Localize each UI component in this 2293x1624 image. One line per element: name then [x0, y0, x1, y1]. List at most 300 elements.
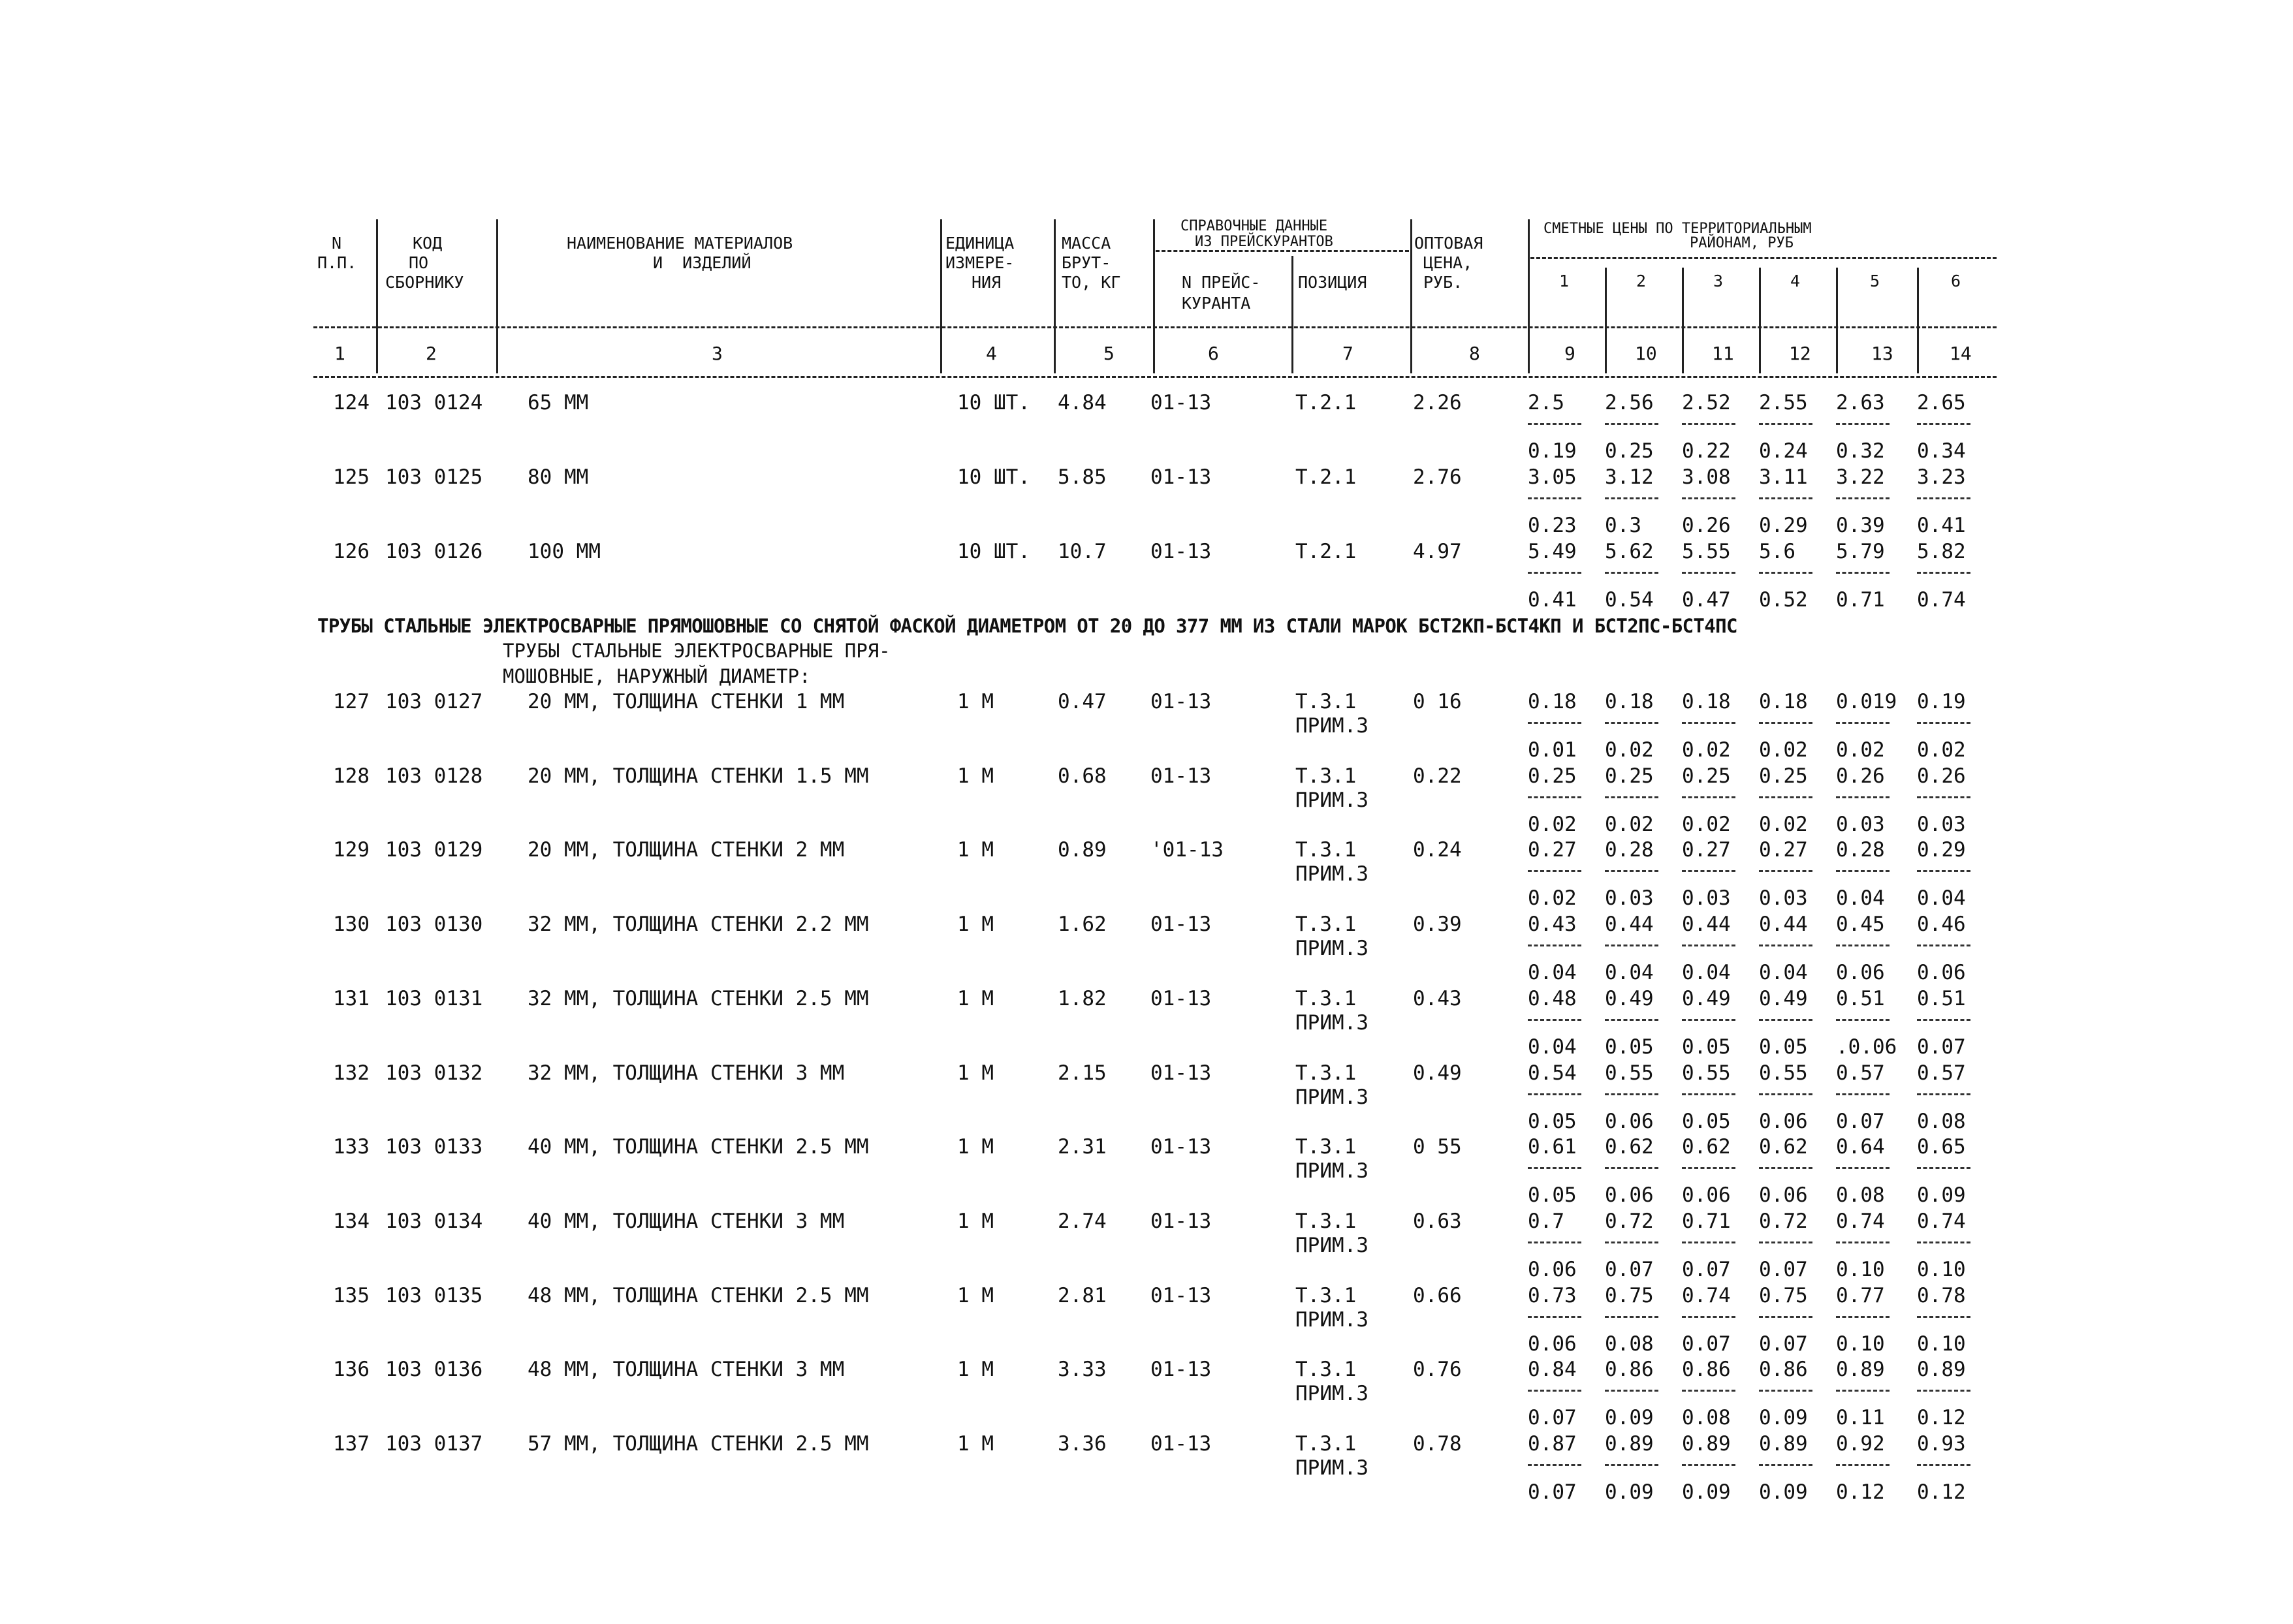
- row-price-list: 01-13: [1150, 1284, 1212, 1307]
- fraction-rule: [1836, 572, 1890, 574]
- row-price-list: 01-13: [1150, 764, 1212, 788]
- row-mass: 0.47: [1058, 690, 1107, 713]
- fraction-rule: [1528, 945, 1581, 946]
- colnum-8: 8: [1469, 343, 1480, 364]
- row-unit: 10 ШТ.: [957, 540, 1030, 563]
- region-transport-5: 0.08: [1836, 1183, 1885, 1207]
- fraction-rule: [1605, 497, 1658, 499]
- header-region-col2: 2: [1636, 272, 1647, 290]
- header-col2-line3: СБОРНИКУ: [385, 273, 464, 292]
- fraction-rule: [1759, 945, 1812, 946]
- region-transport-1: 0.02: [1528, 813, 1577, 836]
- region-transport-1: 0.05: [1528, 1183, 1577, 1207]
- region-price-3: 0.55: [1682, 1061, 1731, 1085]
- row-name: 40 ММ, ТОЛЩИНА СТЕНКИ 3 ММ: [528, 1210, 845, 1233]
- fraction-rule: [1759, 870, 1812, 872]
- region-price-4: 5.6: [1759, 540, 1795, 563]
- region-transport-5: 0.02: [1836, 738, 1885, 762]
- fraction-rule: [1605, 1167, 1658, 1169]
- region-transport-1: 0.04: [1528, 1035, 1577, 1059]
- region-price-3: 0.25: [1682, 764, 1731, 788]
- header-rule-mid: [313, 326, 1997, 328]
- row-wholesale: 2.26: [1413, 391, 1462, 414]
- row-number: 137: [333, 1432, 370, 1456]
- row-position: Т.3.1: [1295, 1432, 1357, 1456]
- region-transport-5: 0.10: [1836, 1332, 1885, 1356]
- region-transport-3: 0.09: [1682, 1480, 1731, 1504]
- region-price-5: 0.64: [1836, 1135, 1885, 1159]
- region-transport-5: 0.10: [1836, 1258, 1885, 1281]
- row-mass: 1.82: [1058, 987, 1107, 1010]
- region-transport-4: 0.05: [1759, 1035, 1808, 1059]
- region-transport-6: 0.06: [1917, 961, 1966, 984]
- row-position: Т.3.1: [1295, 690, 1357, 713]
- fraction-rule: [1682, 1093, 1735, 1095]
- colnum-2: 2: [426, 343, 437, 364]
- row-mass: 2.31: [1058, 1135, 1107, 1159]
- row-price-list: 01-13: [1150, 391, 1212, 414]
- region-transport-3: 0.05: [1682, 1035, 1731, 1059]
- fraction-rule: [1917, 1167, 1970, 1169]
- row-unit: 10 ШТ.: [957, 465, 1030, 489]
- region-transport-6: 0.41: [1917, 514, 1966, 537]
- row-unit: 1 М: [957, 1135, 994, 1159]
- header-sep-4: [1054, 219, 1056, 373]
- row-number: 124: [333, 391, 370, 414]
- region-transport-4: 0.07: [1759, 1258, 1808, 1281]
- region-price-4: 0.86: [1759, 1358, 1808, 1381]
- row-position: Т.3.1: [1295, 1284, 1357, 1307]
- region-transport-6: 0.09: [1917, 1183, 1966, 1207]
- section-title: ТРУБЫ СТАЛЬНЫЕ ЭЛЕКТРОСВАРНЫЕ ПРЯМОШОВНЫЕ СО СНЯТОЙ ФАСКОЙ ДИАМЕТРОМ ОТ 20 ДО 377 ММ ИЗ СТАЛИ МАРОК БСТ2КП-БСТ4КП И БСТ2ПС-БСТ4ПС: [317, 615, 1737, 637]
- region-transport-6: 0.74: [1917, 588, 1966, 612]
- row-name: 32 ММ, ТОЛЩИНА СТЕНКИ 3 ММ: [528, 1061, 845, 1085]
- header-region-group-line2: РАЙОНАМ, РУБ: [1690, 235, 1794, 251]
- region-transport-2: 0.05: [1605, 1035, 1654, 1059]
- fraction-rule: [1528, 1093, 1581, 1095]
- fraction-rule: [1917, 423, 1970, 425]
- region-price-1: 0.43: [1528, 913, 1577, 936]
- fraction-rule: [1836, 1167, 1890, 1169]
- region-transport-1: 0.07: [1528, 1480, 1577, 1504]
- colnum-13: 13: [1871, 343, 1893, 364]
- region-transport-2: 0.08: [1605, 1332, 1654, 1356]
- colnum-9: 9: [1564, 343, 1575, 364]
- row-name: 40 ММ, ТОЛЩИНА СТЕНКИ 2.5 ММ: [528, 1135, 869, 1159]
- region-price-1: 0.73: [1528, 1284, 1577, 1307]
- fraction-rule: [1605, 1390, 1658, 1392]
- region-transport-1: 0.05: [1528, 1110, 1577, 1133]
- region-price-2: 0.55: [1605, 1061, 1654, 1085]
- region-transport-4: 0.09: [1759, 1406, 1808, 1429]
- colnum-7: 7: [1342, 343, 1353, 364]
- region-price-5: 2.63: [1836, 391, 1885, 414]
- header-col8-line3: РУБ.: [1423, 273, 1463, 292]
- fraction-rule: [1836, 1241, 1890, 1243]
- row-name: 48 ММ, ТОЛЩИНА СТЕНКИ 3 ММ: [528, 1358, 845, 1381]
- region-price-6: 2.65: [1917, 391, 1966, 414]
- region-price-4: 0.62: [1759, 1135, 1808, 1159]
- region-transport-4: 0.24: [1759, 439, 1808, 463]
- header-region-col3: 3: [1713, 272, 1724, 290]
- region-price-6: 0.89: [1917, 1358, 1966, 1381]
- fraction-rule: [1917, 1316, 1970, 1318]
- fraction-rule: [1528, 1464, 1581, 1466]
- region-price-2: 0.25: [1605, 764, 1654, 788]
- fraction-rule: [1682, 423, 1735, 425]
- region-transport-1: 0.06: [1528, 1258, 1577, 1281]
- fraction-rule: [1759, 1019, 1812, 1021]
- row-number: 132: [333, 1061, 370, 1085]
- region-transport-5: 0.71: [1836, 588, 1885, 612]
- region-price-4: 0.75: [1759, 1284, 1808, 1307]
- region-price-3: 0.62: [1682, 1135, 1731, 1159]
- fraction-rule: [1759, 1241, 1812, 1243]
- region-price-1: 3.05: [1528, 465, 1577, 489]
- region-price-3: 0.89: [1682, 1432, 1731, 1456]
- region-price-2: 0.86: [1605, 1358, 1654, 1381]
- region-transport-4: 0.29: [1759, 514, 1808, 537]
- colnum-14: 14: [1950, 343, 1972, 364]
- row-mass: 10.7: [1058, 540, 1107, 563]
- colnum-11: 11: [1712, 343, 1734, 364]
- region-price-5: 0.019: [1836, 690, 1897, 713]
- row-position-note: ПРИМ.3: [1295, 1308, 1368, 1332]
- region-price-1: 2.5: [1528, 391, 1564, 414]
- colnum-6: 6: [1208, 343, 1219, 364]
- fraction-rule: [1682, 1316, 1735, 1318]
- region-transport-2: 0.09: [1605, 1480, 1654, 1504]
- header-rule-top-ref: [1156, 250, 1409, 252]
- region-price-1: 0.48: [1528, 987, 1577, 1010]
- row-code: 103 0134: [385, 1210, 483, 1233]
- fraction-rule: [1605, 870, 1658, 872]
- region-transport-6: 0.34: [1917, 439, 1966, 463]
- header-sep-9: [1605, 268, 1607, 373]
- subsection-title-line1: ТРУБЫ СТАЛЬНЫЕ ЭЛЕКТРОСВАРНЫЕ ПРЯ-: [503, 640, 891, 662]
- region-transport-6: 0.08: [1917, 1110, 1966, 1133]
- fraction-rule: [1605, 1316, 1658, 1318]
- row-unit: 1 М: [957, 987, 994, 1010]
- fraction-rule: [1836, 1464, 1890, 1466]
- fraction-rule: [1836, 423, 1890, 425]
- fraction-rule: [1682, 870, 1735, 872]
- region-price-1: 0.7: [1528, 1210, 1564, 1233]
- fraction-rule: [1528, 1241, 1581, 1243]
- region-price-4: 3.11: [1759, 465, 1808, 489]
- region-transport-1: 0.19: [1528, 439, 1577, 463]
- row-name: 20 ММ, ТОЛЩИНА СТЕНКИ 1 ММ: [528, 690, 845, 713]
- row-code: 103 0132: [385, 1061, 483, 1085]
- colnum-10: 10: [1635, 343, 1657, 364]
- row-name: 57 ММ, ТОЛЩИНА СТЕНКИ 2.5 ММ: [528, 1432, 869, 1456]
- row-mass: 0.68: [1058, 764, 1107, 788]
- row-position: Т.3.1: [1295, 1061, 1357, 1085]
- header-col6-line1: N ПРЕЙС-: [1182, 273, 1261, 292]
- fraction-rule: [1528, 722, 1581, 724]
- row-name: 32 ММ, ТОЛЩИНА СТЕНКИ 2.2 ММ: [528, 913, 869, 936]
- header-col5-line3: ТО, КГ: [1062, 273, 1121, 292]
- region-transport-4: 0.03: [1759, 886, 1808, 910]
- region-transport-3: 0.02: [1682, 813, 1731, 836]
- region-price-6: 0.26: [1917, 764, 1966, 788]
- region-transport-1: 0.01: [1528, 738, 1577, 762]
- region-price-6: 3.23: [1917, 465, 1966, 489]
- fraction-rule: [1917, 1390, 1970, 1392]
- header-sep-13: [1917, 268, 1919, 373]
- fraction-rule: [1836, 870, 1890, 872]
- row-mass: 2.15: [1058, 1061, 1107, 1085]
- region-price-6: 0.93: [1917, 1432, 1966, 1456]
- row-position: Т.3.1: [1295, 1358, 1357, 1381]
- fraction-rule: [1682, 796, 1735, 798]
- fraction-rule: [1917, 1241, 1970, 1243]
- row-mass: 0.89: [1058, 838, 1107, 862]
- fraction-rule: [1917, 1464, 1970, 1466]
- region-price-4: 0.55: [1759, 1061, 1808, 1085]
- colnum-3: 3: [712, 343, 723, 364]
- region-price-1: 0.18: [1528, 690, 1577, 713]
- row-code: 103 0133: [385, 1135, 483, 1159]
- row-name: 20 ММ, ТОЛЩИНА СТЕНКИ 2 ММ: [528, 838, 845, 862]
- region-transport-2: 0.07: [1605, 1258, 1654, 1281]
- region-transport-2: 0.04: [1605, 961, 1654, 984]
- region-transport-6: 0.02: [1917, 738, 1966, 762]
- row-unit: 1 М: [957, 764, 994, 788]
- row-number: 136: [333, 1358, 370, 1381]
- fraction-rule: [1759, 423, 1812, 425]
- colnum-4: 4: [986, 343, 997, 364]
- region-transport-5: 0.06: [1836, 961, 1885, 984]
- region-price-6: 0.74: [1917, 1210, 1966, 1233]
- region-transport-6: 0.04: [1917, 886, 1966, 910]
- region-transport-3: 0.04: [1682, 961, 1731, 984]
- region-price-3: 3.08: [1682, 465, 1731, 489]
- row-position: Т.3.1: [1295, 838, 1357, 862]
- row-number: 129: [333, 838, 370, 862]
- row-number: 135: [333, 1284, 370, 1307]
- row-name: 32 ММ, ТОЛЩИНА СТЕНКИ 2.5 ММ: [528, 987, 869, 1010]
- region-transport-3: 0.05: [1682, 1110, 1731, 1133]
- region-price-3: 2.52: [1682, 391, 1731, 414]
- region-price-4: 0.27: [1759, 838, 1808, 862]
- region-transport-4: 0.06: [1759, 1110, 1808, 1133]
- region-transport-4: 0.04: [1759, 961, 1808, 984]
- region-price-1: 0.84: [1528, 1358, 1577, 1381]
- region-transport-1: 0.02: [1528, 886, 1577, 910]
- region-transport-3: 0.02: [1682, 738, 1731, 762]
- row-name: 65 ММ: [528, 391, 589, 414]
- region-transport-1: 0.06: [1528, 1332, 1577, 1356]
- region-price-5: 5.79: [1836, 540, 1885, 563]
- region-transport-5: .0.06: [1836, 1035, 1897, 1059]
- row-wholesale: 0 55: [1413, 1135, 1462, 1159]
- row-wholesale: 0.63: [1413, 1210, 1462, 1233]
- row-number: 133: [333, 1135, 370, 1159]
- region-transport-3: 0.08: [1682, 1406, 1731, 1429]
- row-unit: 1 М: [957, 1210, 994, 1233]
- fraction-rule: [1759, 722, 1812, 724]
- header-col4-line2: ИЗМЕРЕ-: [945, 253, 1015, 272]
- row-price-list: 01-13: [1150, 1210, 1212, 1233]
- row-mass: 4.84: [1058, 391, 1107, 414]
- region-price-1: 0.25: [1528, 764, 1577, 788]
- region-price-6: 0.29: [1917, 838, 1966, 862]
- region-price-5: 0.74: [1836, 1210, 1885, 1233]
- row-wholesale: 2.76: [1413, 465, 1462, 489]
- row-price-list: 01-13: [1150, 1135, 1212, 1159]
- region-transport-4: 0.07: [1759, 1332, 1808, 1356]
- region-transport-2: 0.02: [1605, 738, 1654, 762]
- header-rule-bottom: [313, 376, 1997, 378]
- row-wholesale: 0.22: [1413, 764, 1462, 788]
- region-price-6: 0.65: [1917, 1135, 1966, 1159]
- region-price-1: 5.49: [1528, 540, 1577, 563]
- fraction-rule: [1605, 572, 1658, 574]
- header-col4-line1: ЕДИНИЦА: [945, 234, 1015, 253]
- fraction-rule: [1682, 497, 1735, 499]
- fraction-rule: [1759, 1167, 1812, 1169]
- fraction-rule: [1605, 1093, 1658, 1095]
- region-price-2: 0.72: [1605, 1210, 1654, 1233]
- region-transport-4: 0.02: [1759, 813, 1808, 836]
- row-price-list: 01-13: [1150, 540, 1212, 563]
- row-unit: 1 М: [957, 1358, 994, 1381]
- row-position: Т.3.1: [1295, 913, 1357, 936]
- region-transport-4: 0.09: [1759, 1480, 1808, 1504]
- header-col3-line1: НАИМЕНОВАНИЕ МАТЕРИАЛОВ: [567, 234, 793, 253]
- fraction-rule: [1528, 1019, 1581, 1021]
- region-transport-5: 0.39: [1836, 514, 1885, 537]
- subsection-title-line2: МОШОВНЫЕ, НАРУЖНЫЙ ДИАМЕТР:: [503, 665, 811, 687]
- row-code: 103 0126: [385, 540, 483, 563]
- fraction-rule: [1917, 1093, 1970, 1095]
- fraction-rule: [1917, 572, 1970, 574]
- fraction-rule: [1917, 1019, 1970, 1021]
- row-position-note: ПРИМ.3: [1295, 1159, 1368, 1183]
- fraction-rule: [1605, 945, 1658, 946]
- row-number: 126: [333, 540, 370, 563]
- fraction-rule: [1759, 796, 1812, 798]
- fraction-rule: [1605, 1019, 1658, 1021]
- region-price-6: 0.57: [1917, 1061, 1966, 1085]
- header-col8-line2: ЦЕНА,: [1423, 253, 1473, 272]
- region-transport-2: 0.25: [1605, 439, 1654, 463]
- fraction-rule: [1682, 945, 1735, 946]
- region-transport-5: 0.07: [1836, 1110, 1885, 1133]
- row-position: Т.2.1: [1295, 465, 1357, 489]
- region-price-2: 0.28: [1605, 838, 1654, 862]
- fraction-rule: [1836, 497, 1890, 499]
- region-price-4: 0.18: [1759, 690, 1808, 713]
- row-position-note: ПРИМ.3: [1295, 1011, 1368, 1035]
- fraction-rule: [1917, 945, 1970, 946]
- region-transport-6: 0.03: [1917, 813, 1966, 836]
- fraction-rule: [1836, 1093, 1890, 1095]
- row-position: Т.3.1: [1295, 987, 1357, 1010]
- row-number: 131: [333, 987, 370, 1010]
- row-price-list: 01-13: [1150, 1358, 1212, 1381]
- region-price-5: 0.51: [1836, 987, 1885, 1010]
- header-rule-top-region: [1530, 257, 1997, 259]
- row-position-note: ПРИМ.3: [1295, 937, 1368, 960]
- row-price-list: 01-13: [1150, 913, 1212, 936]
- region-price-3: 0.18: [1682, 690, 1731, 713]
- region-transport-6: 0.10: [1917, 1258, 1966, 1281]
- fraction-rule: [1836, 722, 1890, 724]
- region-transport-4: 0.52: [1759, 588, 1808, 612]
- region-price-2: 0.18: [1605, 690, 1654, 713]
- row-unit: 1 М: [957, 913, 994, 936]
- row-code: 103 0137: [385, 1432, 483, 1456]
- row-code: 103 0125: [385, 465, 483, 489]
- row-mass: 3.33: [1058, 1358, 1107, 1381]
- region-price-4: 0.25: [1759, 764, 1808, 788]
- region-transport-2: 0.09: [1605, 1406, 1654, 1429]
- fraction-rule: [1605, 722, 1658, 724]
- fraction-rule: [1682, 1167, 1735, 1169]
- header-col7-line1: ПОЗИЦИЯ: [1298, 273, 1367, 292]
- row-wholesale: 0.43: [1413, 987, 1462, 1010]
- row-code: 103 0131: [385, 987, 483, 1010]
- fraction-rule: [1836, 796, 1890, 798]
- fraction-rule: [1528, 796, 1581, 798]
- fraction-rule: [1528, 423, 1581, 425]
- header-col2-line1: КОД: [413, 234, 443, 253]
- region-price-1: 0.27: [1528, 838, 1577, 862]
- header-sep-7: [1410, 219, 1412, 373]
- region-price-4: 0.49: [1759, 987, 1808, 1010]
- region-price-5: 0.26: [1836, 764, 1885, 788]
- region-transport-2: 0.03: [1605, 886, 1654, 910]
- fraction-rule: [1759, 572, 1812, 574]
- fraction-rule: [1605, 796, 1658, 798]
- region-transport-3: 0.06: [1682, 1183, 1731, 1207]
- header-sep-5: [1153, 219, 1155, 373]
- region-price-4: 2.55: [1759, 391, 1808, 414]
- region-price-4: 0.44: [1759, 913, 1808, 936]
- row-position: Т.3.1: [1295, 764, 1357, 788]
- row-code: 103 0128: [385, 764, 483, 788]
- region-price-3: 0.74: [1682, 1284, 1731, 1307]
- row-code: 103 0135: [385, 1284, 483, 1307]
- row-price-list: 01-13: [1150, 1432, 1212, 1456]
- region-transport-1: 0.41: [1528, 588, 1577, 612]
- row-position: Т.2.1: [1295, 540, 1357, 563]
- region-price-1: 0.54: [1528, 1061, 1577, 1085]
- region-transport-6: 0.12: [1917, 1406, 1966, 1429]
- fraction-rule: [1605, 1464, 1658, 1466]
- region-price-6: 0.51: [1917, 987, 1966, 1010]
- region-price-5: 0.45: [1836, 913, 1885, 936]
- region-transport-3: 0.07: [1682, 1258, 1731, 1281]
- fraction-rule: [1528, 1167, 1581, 1169]
- fraction-rule: [1759, 497, 1812, 499]
- region-price-2: 0.49: [1605, 987, 1654, 1010]
- fraction-rule: [1682, 1464, 1735, 1466]
- region-price-6: 0.46: [1917, 913, 1966, 936]
- fraction-rule: [1528, 870, 1581, 872]
- row-position: Т.3.1: [1295, 1210, 1357, 1233]
- fraction-rule: [1917, 722, 1970, 724]
- fraction-rule: [1759, 1093, 1812, 1095]
- header-sep-8: [1528, 219, 1530, 373]
- fraction-rule: [1917, 870, 1970, 872]
- header-col1-line1: N: [332, 234, 342, 253]
- row-price-list: 01-13: [1150, 987, 1212, 1010]
- header-col5-line1: МАССА: [1062, 234, 1111, 253]
- row-code: 103 0124: [385, 391, 483, 414]
